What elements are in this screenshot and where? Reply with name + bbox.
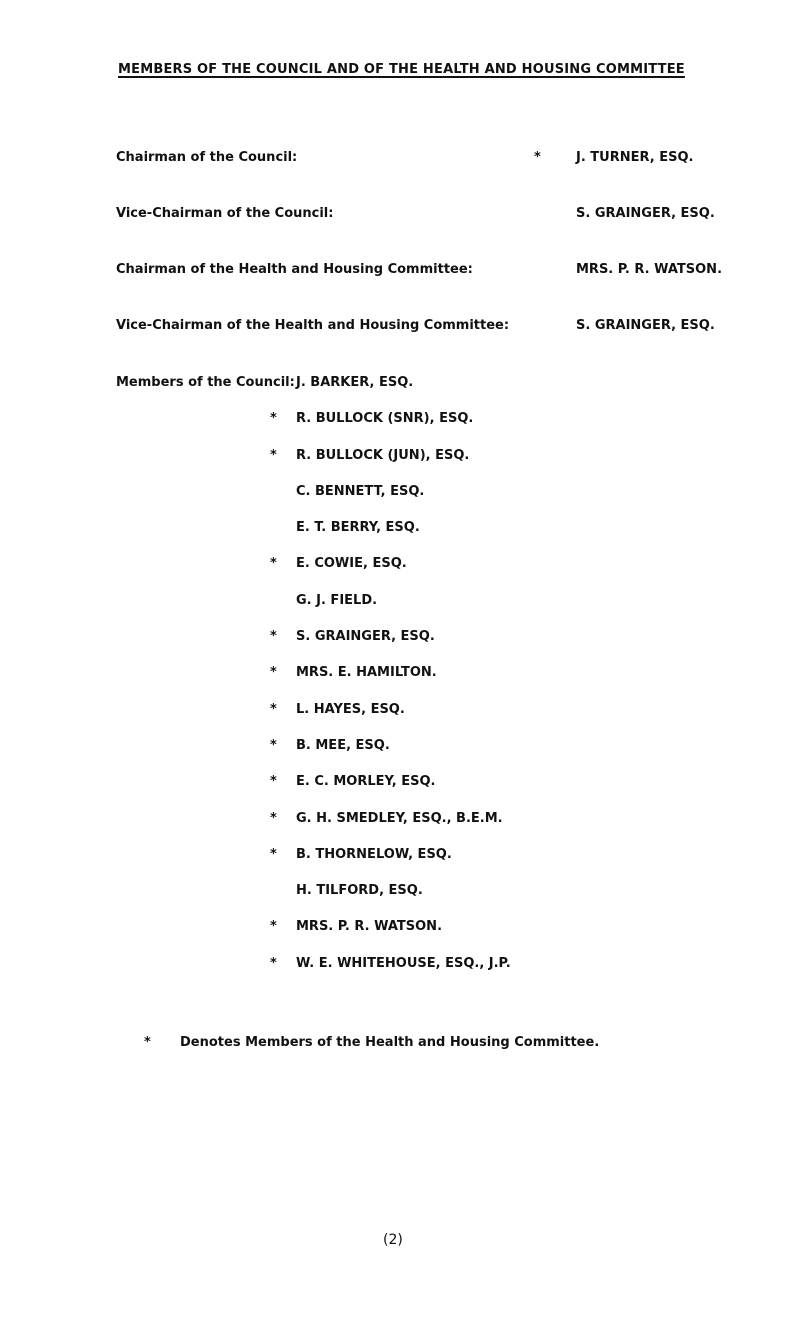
member-item — [270, 411, 690, 447]
member-item — [270, 593, 690, 629]
member-name: B. THORNELOW, ESQ. — [296, 846, 452, 862]
committee-star-marker: * — [534, 150, 541, 165]
member-name: G. H. SMEDLEY, ESQ., B.E.M. — [296, 810, 503, 826]
member-name: R. BULLOCK (JUN), ESQ. — [296, 447, 470, 463]
member-item — [270, 484, 690, 520]
member-item — [270, 629, 690, 665]
footnote-star-marker: * — [144, 1035, 151, 1050]
committee-star-marker: * — [270, 665, 277, 681]
officer-row-committee-vice-chairman — [116, 318, 782, 338]
members-label: Members of the Council: — [116, 375, 295, 390]
member-item — [270, 738, 690, 774]
footnote-text: Denotes Members of the Health and Housing Committee. — [180, 1035, 600, 1050]
officer-label: Chairman of the Health and Housing Committee: — [116, 262, 473, 277]
member-item — [270, 774, 690, 810]
committee-star-marker: * — [270, 701, 277, 717]
officer-name: S. GRAINGER, ESQ. — [576, 318, 715, 333]
member-item — [270, 883, 690, 919]
member-name: W. E. WHITEHOUSE, ESQ., J.P. — [296, 955, 511, 971]
committee-star-marker: * — [270, 955, 277, 971]
officer-label: Vice-Chairman of the Health and Housing Committee: — [116, 318, 510, 333]
members-list — [270, 375, 690, 992]
member-item — [270, 847, 690, 883]
committee-star-marker: * — [270, 556, 277, 572]
member-item — [270, 811, 690, 847]
page-number: (2) — [383, 1232, 403, 1248]
member-name: E. COWIE, ESQ. — [296, 556, 407, 572]
committee-star-marker: * — [270, 411, 277, 427]
member-name: C. BENNETT, ESQ. — [296, 483, 425, 499]
member-name: G. J. FIELD. — [296, 592, 378, 608]
committee-star-marker: * — [270, 629, 277, 645]
officer-name: J. TURNER, ESQ. — [576, 150, 694, 165]
member-name: B. MEE, ESQ. — [296, 737, 390, 753]
committee-star-marker: * — [270, 774, 277, 790]
officer-label: Vice-Chairman of the Council: — [116, 206, 334, 221]
member-name: J. BARKER, ESQ. — [296, 375, 414, 390]
member-item — [270, 702, 690, 738]
member-item — [270, 956, 690, 992]
officer-label: Chairman of the Council: — [116, 150, 298, 165]
member-item — [270, 665, 690, 701]
member-name: E. T. BERRY, ESQ. — [296, 520, 420, 536]
member-item — [270, 520, 690, 556]
officer-row-committee-chairman — [116, 262, 782, 282]
member-name: H. TILFORD, ESQ. — [296, 883, 423, 899]
officer-row-vice-chairman — [116, 206, 782, 226]
officer-name: MRS. P. R. WATSON. — [576, 262, 723, 277]
member-item — [270, 919, 690, 955]
member-item — [270, 556, 690, 592]
member-name: E. C. MORLEY, ESQ. — [296, 774, 436, 790]
committee-star-marker: * — [270, 846, 277, 862]
member-name: S. GRAINGER, ESQ. — [296, 629, 435, 645]
member-name: R. BULLOCK (SNR), ESQ. — [296, 411, 474, 427]
officer-row-chairman — [116, 150, 782, 170]
member-name: MRS. P. R. WATSON. — [296, 919, 443, 935]
member-name: MRS. E. HAMILTON. — [296, 665, 437, 681]
member-name: L. HAYES, ESQ. — [296, 701, 405, 717]
footnote — [144, 1035, 599, 1050]
committee-star-marker: * — [270, 810, 277, 826]
officer-name: S. GRAINGER, ESQ. — [576, 206, 715, 221]
committee-star-marker: * — [270, 919, 277, 935]
member-item — [270, 448, 690, 484]
page-title: MEMBERS OF THE COUNCIL AND OF THE HEALTH AND HOUSING COMMITTEE — [118, 62, 685, 77]
member-item — [270, 375, 690, 411]
committee-star-marker: * — [270, 447, 277, 463]
committee-star-marker: * — [270, 737, 277, 753]
